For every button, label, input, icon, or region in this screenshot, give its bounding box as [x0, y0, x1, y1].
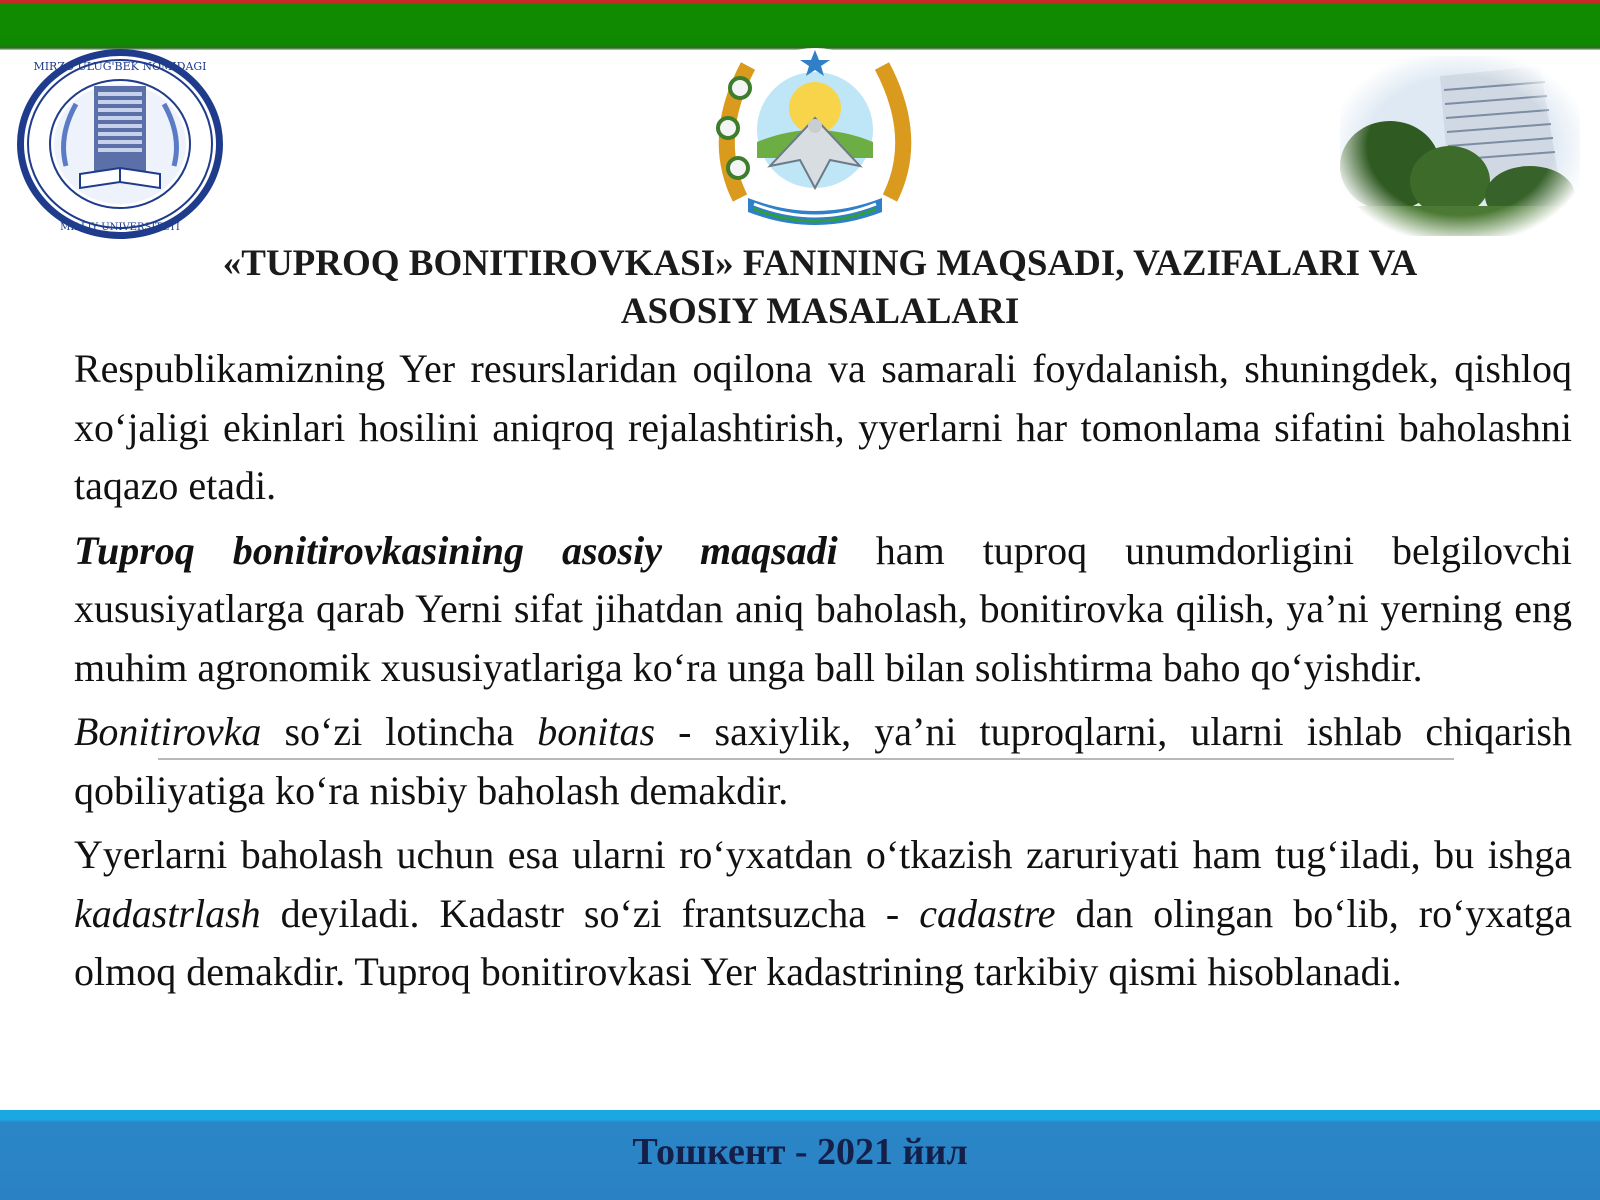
- state-emblem-icon: [700, 48, 930, 230]
- paragraph-1: Respublikamizning Yer resurslaridan oqilona va samarali foydalanish, shuningdek, qishloq xo‘jaligi ekinlari hosilini aniqroq rejalashtirish, yyerlarni har tomonlama sifatini baholashni taqazo etadi.: [74, 346, 1572, 508]
- top-green-bar: [0, 0, 1600, 50]
- university-seal-logo: [14, 46, 226, 242]
- university-building-photo: [1340, 56, 1580, 236]
- paragraph-3-mid: so‘zi lotincha: [261, 709, 538, 754]
- paragraph-2-text: ham tuproq unumdorligini belgilovchi xususiyatlarga qarab Yerni sifat jihatdan aniq baholash, bonitirovka qilish, ya’ni yerning eng muhim agronomik xususiyatlariga ko‘ra unga ball bilan solishtirma baho qo‘yishdir.: [74, 527, 1572, 690]
- paragraph-4-text-c: dan olingan bo‘lib, ro‘yxatga olmoq demakdir. Tuproq bonitirovkasi Yer kadastrining tarkibiy qismi hisoblanadi.: [74, 890, 1573, 994]
- title-line-1: «TUPROQ BONITIROVKASI» FANINING MAQSADI, VAZIFALARI VA: [222, 243, 1418, 284]
- paragraph-2: [74, 522, 1572, 698]
- paragraph-4-text-b: deyiladi. Kadastr so‘zi frantsuzcha -: [260, 890, 920, 936]
- paragraph-3: [74, 703, 1572, 820]
- paragraph-2-emphasis: Tuproq bonitirovkasining asosiy maqsadi: [74, 527, 838, 573]
- body-text: [74, 340, 1572, 1008]
- paragraph-4-french-term: cadastre: [919, 890, 1056, 936]
- title-line-2: ASOSIY MASALALARI: [620, 291, 1020, 332]
- paragraph-4: [74, 826, 1572, 1002]
- divider-line: [158, 758, 1454, 760]
- svg-text:MIRZO ULUG'BEK NOMIDAGI: MIRZO ULUG'BEK NOMIDAGI: [33, 60, 207, 73]
- svg-text:MILLIY UNIVERSITETI: MILLIY UNIVERSITETI: [60, 222, 180, 233]
- paragraph-3-text: - saxiylik, ya’ni tuproqlarni, ularni ishlab chiqarish qobiliyatiga ko‘ra nisbiy baholash demakdir.: [74, 709, 1572, 813]
- paragraph-3-latin-term: bonitas: [537, 709, 656, 754]
- paragraph-4-text-a: Yyerlarni baholash uchun esa ularni ro‘yxatdan o‘tkazish zaruriyati ham tug‘iladi, bu ishga: [74, 832, 1572, 877]
- footer-text: Тошкент - 2021 йил: [632, 1131, 968, 1173]
- paragraph-3-term: Bonitirovka: [74, 709, 262, 754]
- page-title: [120, 240, 1520, 336]
- paragraph-4-term: kadastrlash: [74, 890, 261, 936]
